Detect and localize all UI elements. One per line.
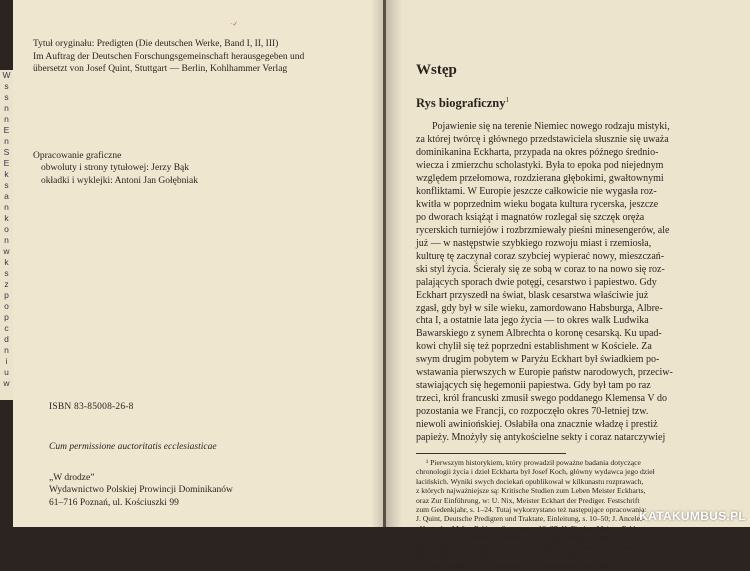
spine-letter: n (4, 345, 9, 355)
bleed-through-shadow (213, 240, 373, 288)
spine-letter: w (3, 246, 10, 256)
footnote-marker: 1 (505, 96, 509, 104)
spine-letter: o (4, 301, 9, 311)
body-line: konfliktami. W Europie jeszcze całkowicie nie wygasła roz- (416, 185, 657, 197)
spine-letter: u (4, 367, 9, 377)
body-line: względem przełomowa, rozdzierana głębokimi, gwałtownymi (416, 172, 664, 184)
footnote-line: łacińskich. Wyniki swych dociekań opublikował w kilkunastu rozprawach, (416, 476, 644, 486)
graphic-design-credits (33, 150, 369, 188)
body-line: palających sporach dwie potęgi, cesarstwo i papiestwo. Gdy (416, 276, 657, 288)
footnote-line: z których najważniejsze są: Kritische Studien zum Leben Meister Eckharts, (416, 486, 646, 496)
spine-letter: d (4, 334, 9, 344)
footnote-line: –Hustache, Maître Eckhart, Sermons, s. 12–37; H. Fischer, Meister Eckhart, (416, 523, 648, 533)
spine-letter: i (5, 356, 8, 366)
body-line: trzeci, król francuski zmusił swego poddanego Klemensa V do (416, 393, 667, 405)
spine-letter: k (4, 169, 9, 179)
spine-letter: E (3, 158, 10, 168)
spine-letter: s (4, 92, 9, 102)
spine-letter: S (3, 147, 10, 157)
spine-letter: s (4, 268, 9, 278)
design-credit-line: obwoluty i strony tytułowej: Jerzy Bąk (41, 163, 190, 173)
body-line: Eckhart przyszedł na świat, blask cesarstwa właściwie już (416, 289, 649, 301)
spine-letter: c (4, 323, 9, 333)
footnote-line: jako zadanie szczegółnie stawia sobie ukazanie intelektualnej ewolucji (416, 552, 631, 562)
spine-letter: p (4, 290, 9, 300)
footnote-line: J. Quint, Deutsche Predigten und Traktate, Einleitung, s. 10–50; J. Ancelet- (416, 514, 645, 524)
right-page (386, 0, 750, 571)
spine-letter: n (4, 136, 9, 146)
footnote-rule (416, 453, 566, 454)
spine-letter: k (4, 213, 9, 223)
left-page (13, 0, 385, 527)
ink-fleck: ·✓ (230, 20, 239, 28)
footnote-line: oraz Zur Einführung, w: U. Nix, Meister Eckhart der Prediger. Festschrift (416, 495, 640, 505)
spine-letter: s (4, 180, 9, 190)
design-credit-line: okładki i wyklejki: Antoni Jan Gołębniak (41, 175, 198, 186)
original-title-line: Tytuł oryginału: Predigten (Die deutschen Werke, Band I, II, III) (33, 39, 279, 49)
isbn-number: ISBN 83-85008-26-8 (49, 402, 134, 412)
body-line: po dworach książąt i magnatów rozlegał się szczęk oręża (416, 211, 645, 223)
spine-letter: n (4, 114, 9, 124)
body-line: zgasł, gdy był w sile wieku, zamordowano Habsburga, Albre- (416, 302, 663, 314)
spine-letter: s (4, 81, 9, 91)
body-line: dominikanina Eckharta, przypada na okres późnego średnio- (416, 147, 659, 159)
site-watermark: KATAKUMBUS.PL (639, 509, 746, 523)
body-line: wiecza i zmierzchu scholastyki. Była to epoka pod niejednym (416, 160, 664, 172)
body-line: Bawarskiego z synem Albrechta o koronę cesarską. Ku upad- (416, 328, 662, 340)
body-line: papieży. Mnożyły się antykościelne sekty i coraz natarczywiej (416, 432, 666, 444)
spine-letter: p (4, 312, 9, 322)
original-title-line: übersetzt von Josef Quint, Stuttgart — Berlin, Kohlhammer Verlag (33, 64, 288, 74)
spine-letter: w (3, 378, 10, 388)
design-heading: Opracowanie graficzne (33, 150, 122, 161)
adjacent-book-spine-strip (0, 70, 13, 400)
spine-letter: n (4, 202, 9, 212)
body-line: Pojawienie się na terenie Niemiec nowego rodzaju mistyki, (432, 121, 670, 133)
publisher-block (49, 472, 233, 509)
spine-letter: a (4, 191, 9, 201)
body-line: za której twórcę i głównego przedstawiciela słusznie się uważa (416, 134, 669, 146)
footnote-line: s. 11–23; K. Ruh, Meister Eckhart — Theologe, Prediger, Mystiker. Ta osta- (416, 533, 648, 543)
body-line: swym drugim pobytem w Paryżu Eckhart był świadkiem po- (416, 354, 660, 366)
spine-letter: o (4, 224, 9, 234)
footnote-line: tnia książka, owoc wieloletnich badań profesora würzburskiego uniwersytetu, (416, 542, 653, 552)
body-text (416, 121, 730, 445)
body-line: pozostania we Francji, co rozpoczęło okres 70-letniej tzw. (416, 406, 649, 418)
original-title-line: Im Auftrag der Deutschen Forschungsgemeinschaft herausgegeben und (33, 51, 305, 62)
spine-letter: z (4, 279, 9, 289)
publisher-name: „W drodze” (49, 473, 95, 483)
body-line: rycerskich turniejów i rozbrzmiewały pieśni minesengerów, ale (416, 224, 670, 236)
imprimatur-note: Cum permissione auctoritatis ecclesiasticae (49, 442, 217, 452)
footnote-line: zum Gedenkjahr, s. 1–24. Tutaj wykorzystano też następujące opracowania: (416, 505, 647, 515)
footnote-line: Eckharta opartej na zarysowującej się już chronologii jego dzieł. (416, 561, 613, 571)
original-title-block (33, 38, 369, 76)
body-line: kulturę tę zaczynał coraz szybciej wypierać nowy, mieszczań- (416, 250, 665, 262)
section-title (416, 96, 730, 111)
spine-letter: n (4, 103, 9, 113)
body-line: stawiających się hegemonii papiestwa. Gdy był tam po raz (416, 380, 651, 392)
footnote-line: ¹ Pierwszym historykiem, który prowadził poważne badania dotyczące (426, 457, 641, 467)
body-line: ski styl życia. Ścierały się ze sobą w coraz to na nowo się roz- (416, 263, 665, 275)
publisher-address: 61–716 Poznań, ul. Kościuszki 99 (49, 497, 179, 508)
body-line: chta I, a ostatnie lata jego życia — to okres walk Ludwika (416, 315, 649, 327)
body-line: kowi chylił się też poprzedni establishment w Kościele. Za (416, 341, 652, 353)
right-gutter-shadow (386, 0, 402, 527)
body-line: kwitła w poprzednim wieku bogata kultura rycerska, jeszcze (416, 198, 659, 210)
body-line: niewoli awiniońskiej. Osłabiła ona znacznie władzę i prestiż (416, 419, 658, 431)
spine-letter: k (4, 257, 9, 267)
spine-letter: E (3, 125, 10, 135)
chapter-title: Wstęp (416, 62, 457, 78)
publisher-line: Wydawnictwo Polskiej Prowincji Dominikanów (49, 485, 233, 496)
spine-letter: n (4, 235, 9, 245)
section-title-text: Rys biograficzny (416, 96, 506, 111)
footnote-line: chronologii życia i dzieł Eckharta był Josef Koch, główny wydawca jego dzieł (416, 467, 655, 477)
body-line: już — w następstwie szybkiego rozwoju miast i rzemiosła, (416, 237, 652, 249)
spine-letter: W (2, 70, 11, 80)
body-line: wstawania pierwszych w Europie państw narodowych, przeciw- (416, 367, 673, 379)
